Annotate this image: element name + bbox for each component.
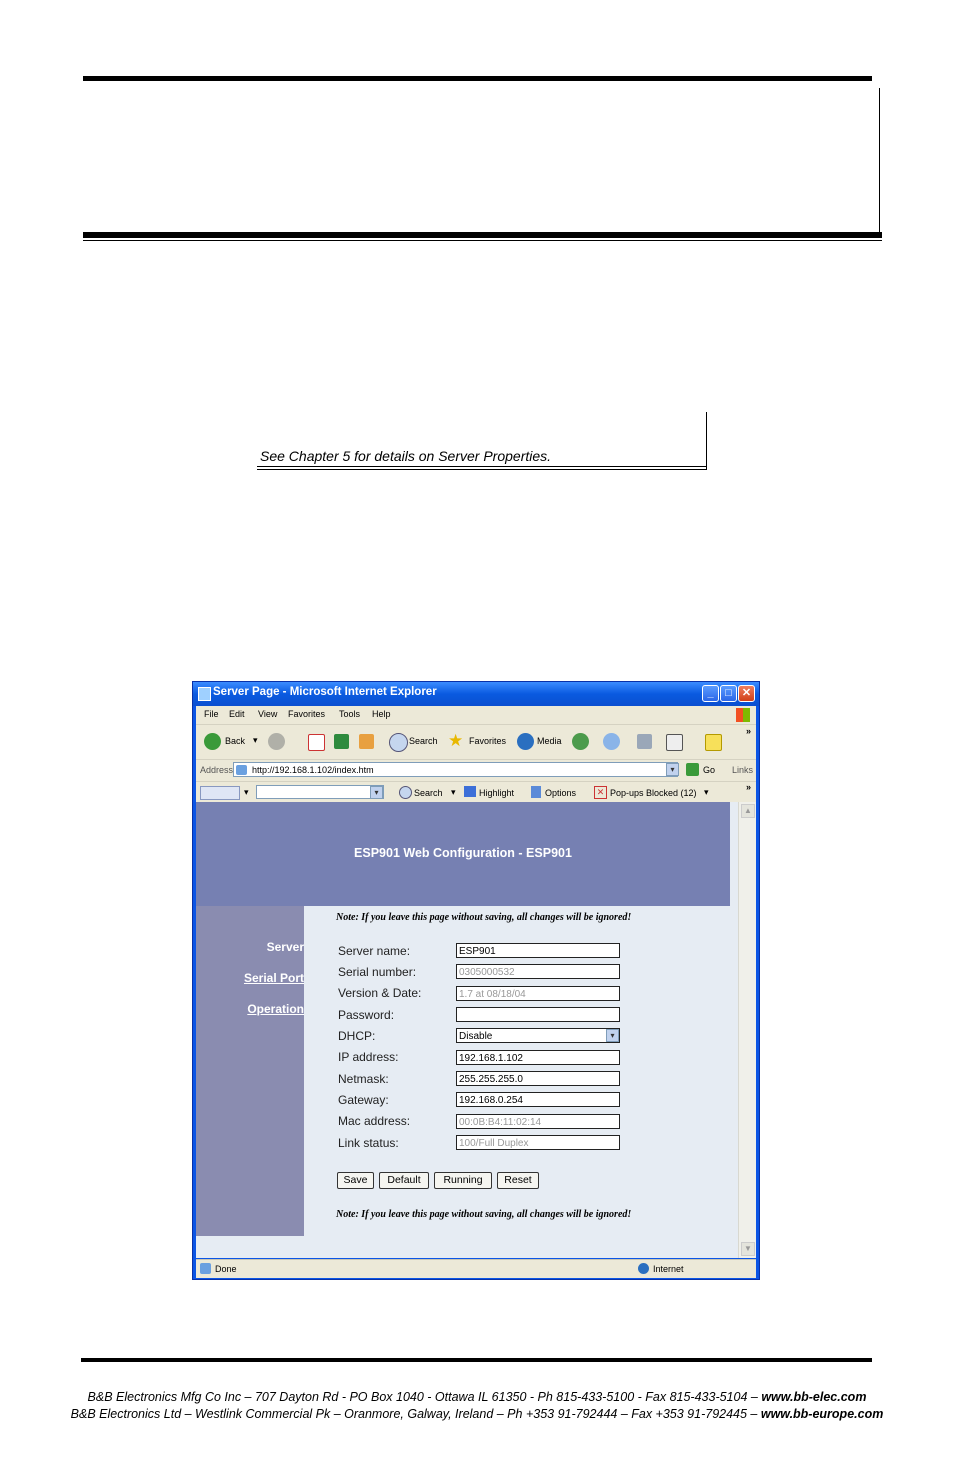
toolbar-search-icon[interactable] <box>399 786 412 799</box>
menu-edit[interactable]: Edit <box>229 709 245 719</box>
server-name-input[interactable]: ESP901 <box>456 943 620 958</box>
page-icon <box>236 765 247 775</box>
note-box-underline-2 <box>257 469 707 470</box>
netmask-input[interactable]: 255.255.255.0 <box>456 1071 620 1086</box>
menu-bar <box>196 706 756 725</box>
save-button[interactable]: Save <box>337 1172 374 1189</box>
forward-arrow-icon[interactable] <box>268 733 285 750</box>
label-server-name: Server name: <box>338 944 411 958</box>
gateway-input[interactable]: 192.168.0.254 <box>456 1092 620 1107</box>
windows-logo-icon <box>736 708 750 722</box>
footer-line-eu <box>0 1407 954 1421</box>
label-serial-number: Serial number: <box>338 965 417 979</box>
search-icon[interactable] <box>389 733 408 752</box>
print-icon[interactable] <box>637 734 652 749</box>
toolbar-overflow-icon[interactable]: » <box>746 726 752 736</box>
toolbar-logo-icon <box>200 786 240 800</box>
address-value: http://192.168.1.102/index.htm <box>252 765 374 775</box>
label-dhcp: DHCP: <box>338 1029 376 1043</box>
go-button[interactable]: Go <box>703 765 716 775</box>
left-nav <box>196 906 304 1236</box>
options-button[interactable]: Options <box>545 788 577 798</box>
footer-eu-address: B&B Electronics Ltd – Westlink Commercial Pk – Oranmore, Galway, Ireland – Ph +353 91-792444 – Fax +353 91-792445 – <box>70 1407 761 1421</box>
logo-dropdown-icon[interactable]: ▾ <box>244 787 249 797</box>
window-title: Server Page - Microsoft Internet Explorer <box>213 686 437 698</box>
chevron-down-icon[interactable]: ▾ <box>606 1029 619 1042</box>
refresh-icon[interactable] <box>334 734 349 749</box>
form-note-top: Note: If you leave this page without saving, all changes will be ignored! <box>336 912 632 923</box>
toolbar-search-input[interactable] <box>256 785 384 799</box>
version-date-input: 1.7 at 08/18/04 <box>456 986 620 1001</box>
menu-favorites[interactable]: Favorites <box>288 709 326 719</box>
page-content <box>196 802 738 1258</box>
menu-tools[interactable]: Tools <box>339 709 361 719</box>
media-icon[interactable] <box>517 733 534 750</box>
header-rule-bottom <box>83 232 882 238</box>
footer-line-us <box>0 1390 954 1404</box>
header-rule-right <box>879 88 880 234</box>
footer-us-url: www.bb-elec.com <box>761 1390 867 1404</box>
favorites-label[interactable]: Favorites <box>469 736 507 746</box>
note-box-border <box>706 412 707 470</box>
search-toolbar-overflow-icon[interactable]: » <box>746 782 752 792</box>
search-toolbar <box>196 782 756 803</box>
ip-address-input[interactable]: 192.168.1.102 <box>456 1050 620 1065</box>
scroll-up-icon[interactable]: ▲ <box>741 804 755 818</box>
history-icon[interactable] <box>572 733 589 750</box>
password-input[interactable] <box>456 1007 620 1022</box>
toolbar-search-dropdown-icon[interactable]: ▾ <box>451 787 456 797</box>
search-dropdown-icon[interactable]: ▾ <box>370 786 383 799</box>
home-icon[interactable] <box>359 734 374 749</box>
go-arrow-icon[interactable] <box>686 763 699 776</box>
footer-us-address: B&B Electronics Mfg Co Inc – 707 Dayton Rd - PO Box 1040 - Ottawa IL 61350 - Ph 815-433-5100 - Fax 815-433-5104 – <box>87 1390 762 1404</box>
dhcp-select[interactable] <box>456 1028 620 1043</box>
status-bar <box>196 1259 756 1278</box>
serial-number-input: 0305000532 <box>456 964 620 979</box>
notes-icon[interactable] <box>705 734 722 751</box>
menu-view[interactable]: View <box>258 709 278 719</box>
reset-button[interactable]: Reset <box>497 1172 539 1189</box>
highlight-button[interactable]: Highlight <box>479 788 515 798</box>
running-button[interactable]: Running <box>434 1172 492 1189</box>
stop-icon[interactable] <box>308 734 325 751</box>
favorites-star-icon[interactable]: ★ <box>448 731 464 750</box>
back-label[interactable]: Back <box>225 736 246 746</box>
media-label[interactable]: Media <box>537 736 562 746</box>
nav-serial-port[interactable]: Serial Port <box>243 971 304 985</box>
mac-address-input: 00:0B:B4:11:02:14 <box>456 1114 620 1129</box>
options-icon[interactable] <box>531 786 541 798</box>
title-bar <box>193 682 759 706</box>
dhcp-select-value: Disable <box>459 1031 493 1042</box>
maximize-icon[interactable]: □ <box>720 685 737 702</box>
footer-rule <box>81 1358 872 1362</box>
standard-toolbar <box>196 725 756 760</box>
label-ip-address: IP address: <box>338 1050 399 1064</box>
label-version-date: Version & Date: <box>338 986 422 1000</box>
popup-blocked-icon[interactable]: ✕ <box>594 786 607 799</box>
minimize-icon[interactable]: _ <box>702 685 719 702</box>
label-password: Password: <box>338 1008 395 1022</box>
zone-text: Internet <box>653 1264 684 1274</box>
form-note-bottom: Note: If you leave this page without saving, all changes will be ignored! <box>336 1209 632 1220</box>
footer-eu-url: www.bb-europe.com <box>760 1407 884 1421</box>
ie-page-icon <box>198 687 211 701</box>
link-status-input: 100/Full Duplex <box>456 1135 620 1150</box>
ie-window <box>192 681 760 1280</box>
popup-blocker-button[interactable]: Pop-ups Blocked (12) <box>610 788 697 798</box>
nav-server[interactable]: Server <box>266 940 304 954</box>
highlight-icon[interactable] <box>464 786 476 797</box>
address-bar <box>196 760 756 782</box>
nav-operation[interactable]: Operation <box>247 1002 304 1016</box>
mail-icon[interactable] <box>603 733 620 750</box>
address-label: Address <box>200 765 234 775</box>
back-dropdown-icon[interactable]: ▾ <box>253 735 258 745</box>
status-text: Done <box>215 1264 237 1274</box>
label-gateway: Gateway: <box>338 1093 389 1107</box>
menu-help[interactable]: Help <box>372 709 391 719</box>
config-banner <box>196 802 730 906</box>
address-input[interactable] <box>233 762 678 777</box>
address-dropdown-icon[interactable]: ▾ <box>666 763 679 776</box>
label-link-status: Link status: <box>338 1136 399 1150</box>
search-label[interactable]: Search <box>409 736 438 746</box>
toolbar-search-button[interactable]: Search <box>414 788 443 798</box>
scroll-down-icon[interactable]: ▼ <box>741 1242 755 1256</box>
close-icon[interactable]: ✕ <box>738 685 755 702</box>
back-arrow-icon[interactable] <box>204 733 221 750</box>
popup-dropdown-icon[interactable]: ▾ <box>704 787 709 797</box>
header-rule-bottom-thin <box>83 240 882 241</box>
banner-title: ESP901 Web Configuration - ESP901 <box>354 846 572 860</box>
internet-zone-icon <box>638 1263 649 1274</box>
status-page-icon <box>200 1263 211 1274</box>
menu-file[interactable]: File <box>204 709 219 719</box>
note-text: See Chapter 5 for details on Server Properties. <box>260 448 552 464</box>
default-button[interactable]: Default <box>379 1172 429 1189</box>
browser-chrome <box>196 706 756 802</box>
edit-page-icon[interactable] <box>666 734 683 751</box>
links-button[interactable]: Links <box>732 765 754 775</box>
note-box-underline <box>257 466 707 467</box>
label-mac-address: Mac address: <box>338 1114 411 1128</box>
header-rule-top <box>83 76 872 81</box>
vertical-scrollbar[interactable] <box>738 802 756 1258</box>
label-netmask: Netmask: <box>338 1072 389 1086</box>
